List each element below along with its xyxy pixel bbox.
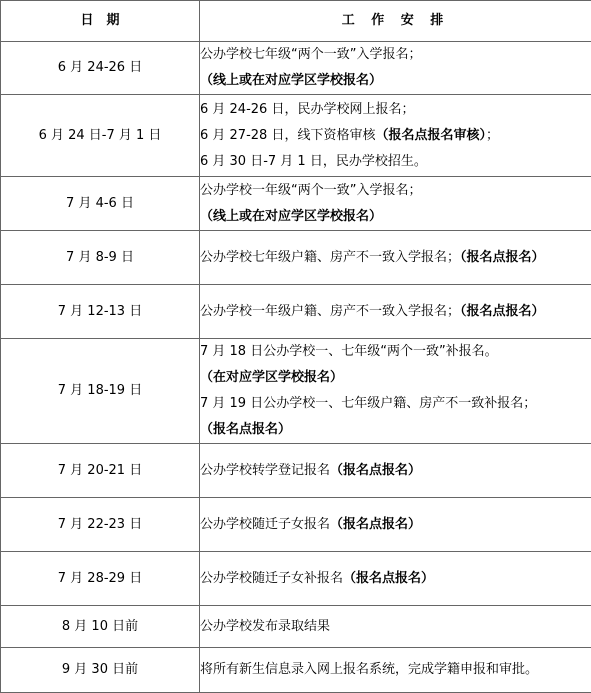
table-row	[1, 177, 591, 231]
schedule-date-cell: 7 月 12-13 日	[1, 285, 200, 339]
schedule-task-cell	[200, 177, 591, 231]
schedule-date-cell: 7 月 4-6 日	[1, 177, 200, 231]
task-text: 公办学校七年级户籍、房产不一致入学报名；	[200, 250, 460, 265]
task-note-bold: （报名点报名）	[460, 250, 545, 265]
task-note-bold: （报名点报名）	[200, 422, 291, 437]
task-note-bold: （报名点报名）	[330, 517, 421, 532]
schedule-task-cell	[200, 42, 591, 95]
task-line	[200, 614, 591, 640]
schedule-task-cell	[200, 606, 591, 648]
table-row	[1, 498, 591, 552]
task-text: 6 月 24-26 日，民办学校网上报名；	[200, 102, 414, 117]
task-text: 公办学校随迁子女补报名	[200, 571, 343, 586]
task-line	[200, 458, 591, 484]
schedule-task-cell	[200, 231, 591, 285]
task-text: 7 月 19 日公办学校一、七年级户籍、房产不一致补报名；	[200, 396, 536, 411]
task-line	[200, 299, 591, 325]
schedule-date-cell: 6 月 24 日-7 月 1 日	[1, 95, 200, 177]
table-header-row	[1, 1, 591, 42]
task-text: 公办学校七年级“两个一致”入学报名；	[200, 47, 421, 62]
task-line	[200, 417, 591, 443]
table-row	[1, 231, 591, 285]
task-line	[200, 97, 591, 123]
task-line	[200, 245, 591, 271]
task-note-bold: （报名点报名）	[343, 571, 434, 586]
task-line	[200, 42, 591, 68]
task-note-bold: （线上或在对应学区学校报名）	[200, 73, 382, 88]
table-row	[1, 285, 591, 339]
task-text: 公办学校一年级“两个一致”入学报名；	[200, 183, 421, 198]
schedule-date-cell: 7 月 18-19 日	[1, 339, 200, 444]
task-line	[200, 391, 591, 417]
schedule-date-cell: 7 月 20-21 日	[1, 444, 200, 498]
task-text: 6 月 27-28 日，线下资格审核	[200, 128, 375, 143]
task-text: 将所有新生信息录入网上报名系统，完成学籍申报和审批。	[200, 662, 538, 677]
task-line	[200, 204, 591, 230]
task-note-bold: （报名点报名）	[460, 304, 545, 319]
schedule-task-cell	[200, 498, 591, 552]
table-row	[1, 339, 591, 444]
task-text: ；	[486, 128, 499, 143]
schedule-task-cell	[200, 552, 591, 606]
table-row	[1, 444, 591, 498]
task-text: 公办学校转学登记报名	[200, 463, 330, 478]
task-text: 6 月 30 日-7 月 1 日，民办学校招生。	[200, 154, 427, 169]
task-text: 7 月 18 日公办学校一、七年级“两个一致”补报名。	[200, 344, 498, 359]
table-row	[1, 42, 591, 95]
task-line	[200, 339, 591, 365]
schedule-task-cell	[200, 648, 591, 693]
table-row	[1, 648, 591, 693]
schedule-task-cell	[200, 95, 591, 177]
schedule-date-cell: 8 月 10 日前	[1, 606, 200, 648]
schedule-task-cell	[200, 285, 591, 339]
task-line	[200, 149, 591, 175]
schedule-date-cell: 7 月 8-9 日	[1, 231, 200, 285]
table-row	[1, 552, 591, 606]
table-row	[1, 606, 591, 648]
schedule-date-cell: 7 月 28-29 日	[1, 552, 200, 606]
task-line	[200, 566, 591, 592]
task-text: 公办学校一年级户籍、房产不一致入学报名；	[200, 304, 460, 319]
task-line	[200, 178, 591, 204]
table-body	[1, 42, 591, 693]
task-line	[200, 123, 591, 149]
schedule-task-cell	[200, 339, 591, 444]
task-line	[200, 68, 591, 94]
schedule-date-cell: 7 月 22-23 日	[1, 498, 200, 552]
header-task: 工 作 安 排	[200, 1, 591, 42]
schedule-date-cell: 9 月 30 日前	[1, 648, 200, 693]
task-line	[200, 365, 591, 391]
task-note-bold: （线上或在对应学区学校报名）	[200, 209, 382, 224]
task-line	[200, 512, 591, 538]
header-date: 日 期	[1, 1, 200, 42]
schedule-date-cell: 6 月 24-26 日	[1, 42, 200, 95]
task-text: 公办学校发布录取结果	[200, 619, 330, 634]
task-note-bold: （报名点报名）	[330, 463, 421, 478]
schedule-task-cell	[200, 444, 591, 498]
task-note-bold: （在对应学区学校报名）	[200, 370, 343, 385]
task-text: 公办学校随迁子女报名	[200, 517, 330, 532]
task-line	[200, 657, 591, 683]
task-note-bold: （报名点报名审核）	[375, 128, 486, 143]
table-row	[1, 95, 591, 177]
